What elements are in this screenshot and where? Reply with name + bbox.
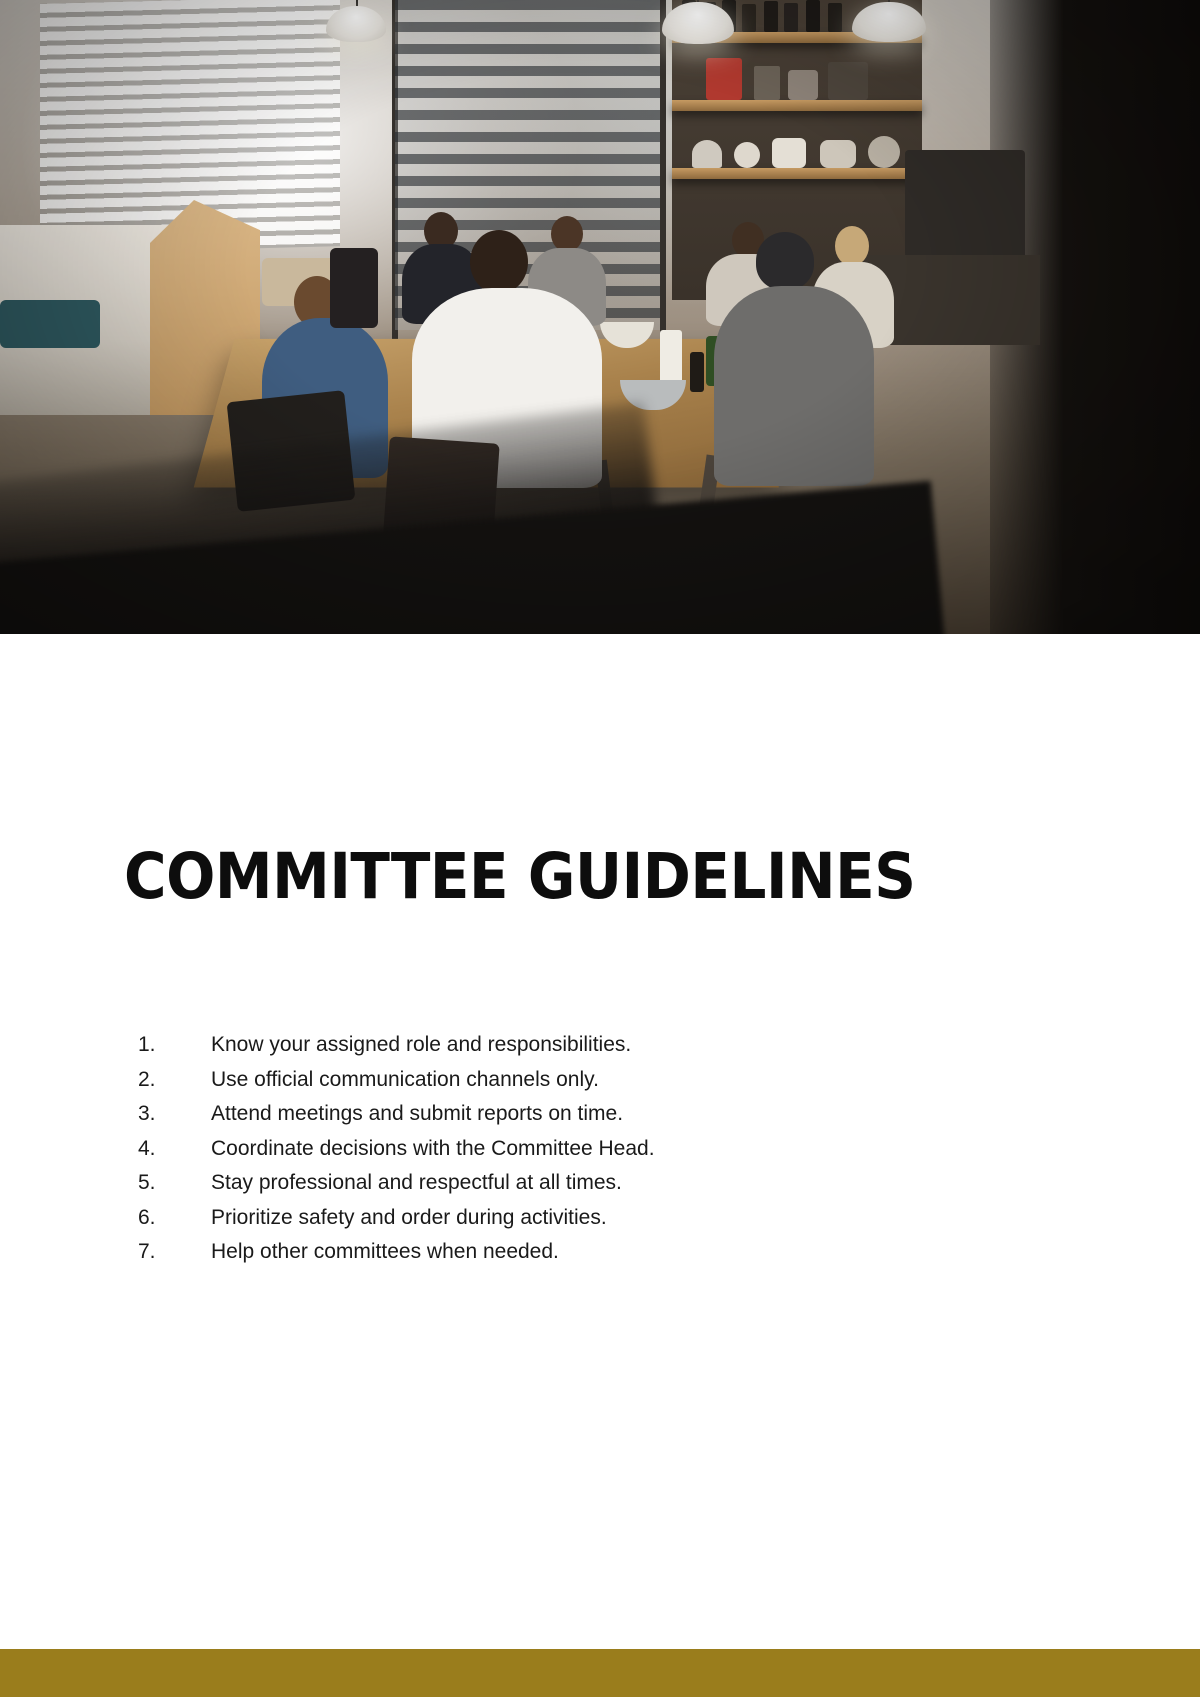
glass-partition-frame-right [660, 0, 666, 340]
bottle [690, 352, 704, 392]
coffee-machine [905, 150, 1025, 270]
list-item-text: Know your assigned role and responsibilities. [211, 1033, 632, 1056]
bench-cushion [0, 300, 100, 348]
list-item-text: Help other committees when needed. [211, 1240, 559, 1263]
list-item-text: Stay professional and respectful at all times. [211, 1171, 622, 1194]
guidelines-list [138, 1028, 978, 1270]
list-item-number: 7. [138, 1240, 156, 1263]
list-item [138, 1063, 978, 1098]
list-item-number: 4. [138, 1136, 156, 1160]
list-item-text: Use official communication channels only. [211, 1067, 599, 1091]
footer-accent-bar [0, 1649, 1200, 1697]
shelf-red-box [706, 58, 742, 100]
shelf-dish [772, 138, 806, 168]
shelf-box [828, 62, 868, 100]
shelf-plate [868, 136, 900, 168]
list-item-number: 5. [138, 1171, 156, 1194]
list-item [138, 1201, 978, 1236]
shelf-canister [754, 66, 780, 100]
list-item [138, 1235, 978, 1270]
shelf-board [672, 100, 922, 111]
shelf-bottle [784, 3, 798, 32]
list-item-number: 1. [138, 1033, 156, 1056]
list-item [138, 1028, 978, 1063]
list-item-text: Attend meetings and submit reports on time. [211, 1102, 624, 1125]
list-item-number: 6. [138, 1205, 156, 1229]
page-title: COMMITTEE GUIDELINES [124, 840, 916, 913]
shelf-bottle [764, 1, 778, 32]
list-item [138, 1097, 978, 1132]
shelf-bottle [742, 4, 756, 32]
shelf-cup [734, 142, 760, 168]
list-item-text: Coordinate decisions with the Committee Head. [211, 1136, 655, 1160]
list-item-text: Prioritize safety and order during activities. [211, 1205, 607, 1229]
hero-image [0, 0, 1200, 634]
list-item-number: 2. [138, 1067, 156, 1091]
list-item-number: 3. [138, 1102, 156, 1125]
shelf-board [672, 168, 922, 179]
chair [330, 248, 378, 328]
list-item [138, 1132, 978, 1167]
list-item [138, 1166, 978, 1201]
shelf-bottle [806, 0, 820, 32]
shelf-bowl [692, 140, 722, 168]
shelf-jar [788, 70, 818, 100]
shelf-bottle [828, 3, 842, 32]
shelf-bowl [820, 140, 856, 168]
